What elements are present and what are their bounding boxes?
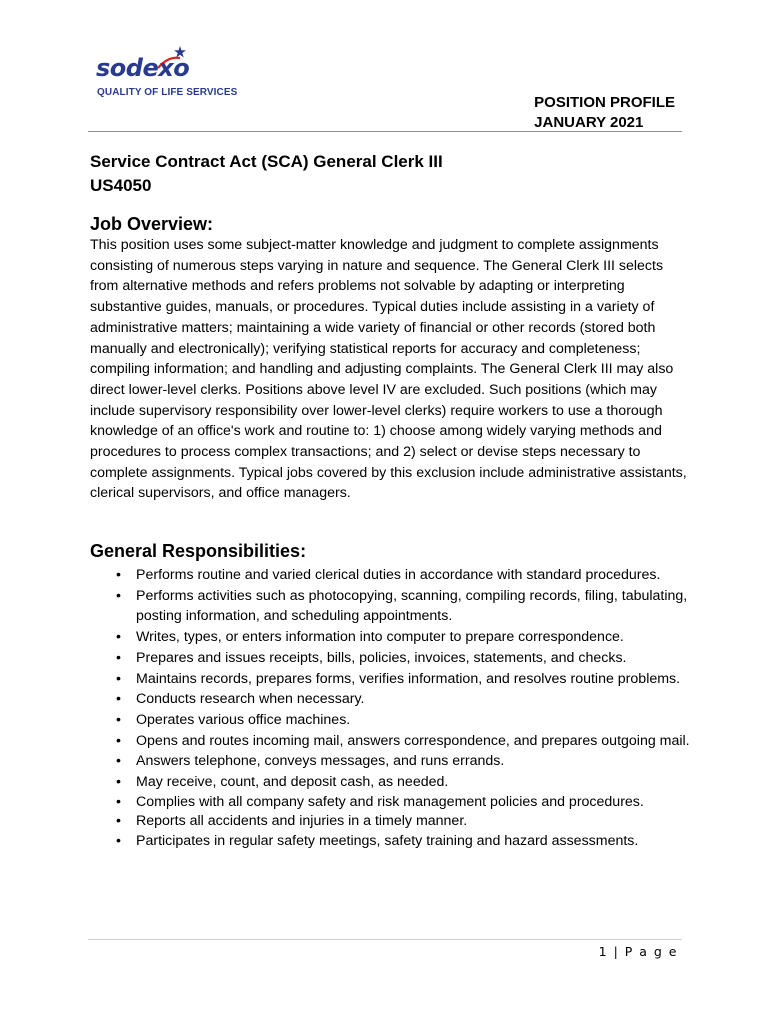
bullet-icon: • bbox=[116, 753, 121, 770]
list-item-text: Reports all accidents and injuries in a timely manner. bbox=[136, 813, 468, 830]
list-item bbox=[90, 689, 690, 710]
list-item-text: Complies with all company safety and risk management policies and procedures. bbox=[136, 793, 644, 810]
list-item bbox=[90, 586, 690, 627]
list-item-text: Opens and routes incoming mail, answers correspondence, and prepares outgoing mail. bbox=[136, 732, 690, 749]
list-item bbox=[90, 648, 690, 669]
list-item bbox=[90, 772, 690, 793]
header-divider bbox=[88, 131, 682, 132]
bullet-icon: • bbox=[116, 793, 121, 810]
job-overview-heading: Job Overview: bbox=[90, 214, 214, 234]
list-item bbox=[90, 832, 690, 852]
list-item bbox=[90, 751, 690, 772]
bullet-icon: • bbox=[116, 774, 121, 791]
bullet-icon: • bbox=[116, 691, 121, 708]
bullet-icon: • bbox=[116, 832, 121, 849]
logo-wordmark: sodexo bbox=[96, 54, 190, 82]
job-overview-text: This position uses some subject-matter knowledge and judgment to complete assignments consisting of numerous steps varying in nature and sequence. The General Clerk III selects from alternative methods and refers problems not solvable by adapting or interpreting substantive guides, manuals, or procedures. Typical duties include assisting in a variety of administrative matters; maintaining a wide variety of financial or other records (stored both manually and electronically); verifying statistical reports for accuracy and completeness; compiling information; and handling and adjusting complaints. The General Clerk III may also direct lower-level clerks. Positions above level IV are excluded. Such positions (which may include supervisory responsibility over lower-level clerks) require workers to use a thorough knowledge of an office's work and routine to: 1) choose among widely varying methods and procedures to process complex transactions; and 2) select or devise steps necessary to complete assignments. Typical jobs covered by this exclusion include administrative assistants, clerical supervisors, and office managers. bbox=[90, 237, 687, 502]
responsibilities-list bbox=[90, 565, 690, 851]
logo-tagline: QUALITY OF LIFE SERVICES bbox=[97, 87, 238, 98]
title-line-2: US4050 bbox=[90, 176, 152, 195]
bullet-icon: • bbox=[116, 813, 121, 830]
bullet-icon: • bbox=[116, 649, 121, 666]
list-item-text: Writes, types, or enters information into computer to prepare correspondence. bbox=[136, 629, 624, 646]
list-item bbox=[90, 793, 690, 813]
title-line-1: Service Contract Act (SCA) General Clerk III bbox=[90, 152, 443, 171]
list-item-text: Answers telephone, conveys messages, and runs errands. bbox=[136, 753, 505, 770]
list-item-text: Performs activities such as photocopying, scanning, compiling records, filing, tabulating, posting information, and scheduling appointments. bbox=[136, 587, 688, 625]
page-number: 1 | P a g e bbox=[598, 944, 678, 959]
list-item-text: Conducts research when necessary. bbox=[136, 691, 365, 708]
bullet-icon: • bbox=[116, 629, 121, 646]
profile-date: JANUARY 2021 bbox=[534, 114, 644, 131]
footer-divider bbox=[88, 939, 682, 940]
list-item-text: Operates various office machines. bbox=[136, 711, 351, 728]
list-item-text: Prepares and issues receipts, bills, policies, invoices, statements, and checks. bbox=[136, 649, 627, 666]
list-item-text: Performs routine and varied clerical duties in accordance with standard procedures. bbox=[136, 567, 661, 583]
list-item-text: Participates in regular safety meetings, safety training and hazard assessments. bbox=[136, 832, 639, 849]
list-item-text: Maintains records, prepares forms, verifies information, and resolves routine problems. bbox=[136, 670, 681, 687]
position-profile-block bbox=[534, 93, 675, 133]
list-item bbox=[90, 627, 690, 648]
bullet-icon: • bbox=[116, 567, 121, 583]
list-item bbox=[90, 710, 690, 731]
responsibilities-heading: General Responsibilities: bbox=[90, 541, 307, 561]
list-item bbox=[90, 669, 690, 690]
list-item bbox=[90, 812, 690, 832]
bullet-icon: • bbox=[116, 587, 121, 604]
position-profile-label: POSITION PROFILE bbox=[534, 94, 675, 111]
sodexo-logo bbox=[96, 46, 246, 102]
document-title bbox=[90, 150, 443, 198]
bullet-icon: • bbox=[116, 670, 121, 687]
bullet-icon: • bbox=[116, 711, 121, 728]
bullet-icon: • bbox=[116, 732, 121, 749]
list-item bbox=[90, 565, 690, 586]
list-item bbox=[90, 731, 690, 752]
list-item-text: May receive, count, and deposit cash, as needed. bbox=[136, 774, 449, 791]
